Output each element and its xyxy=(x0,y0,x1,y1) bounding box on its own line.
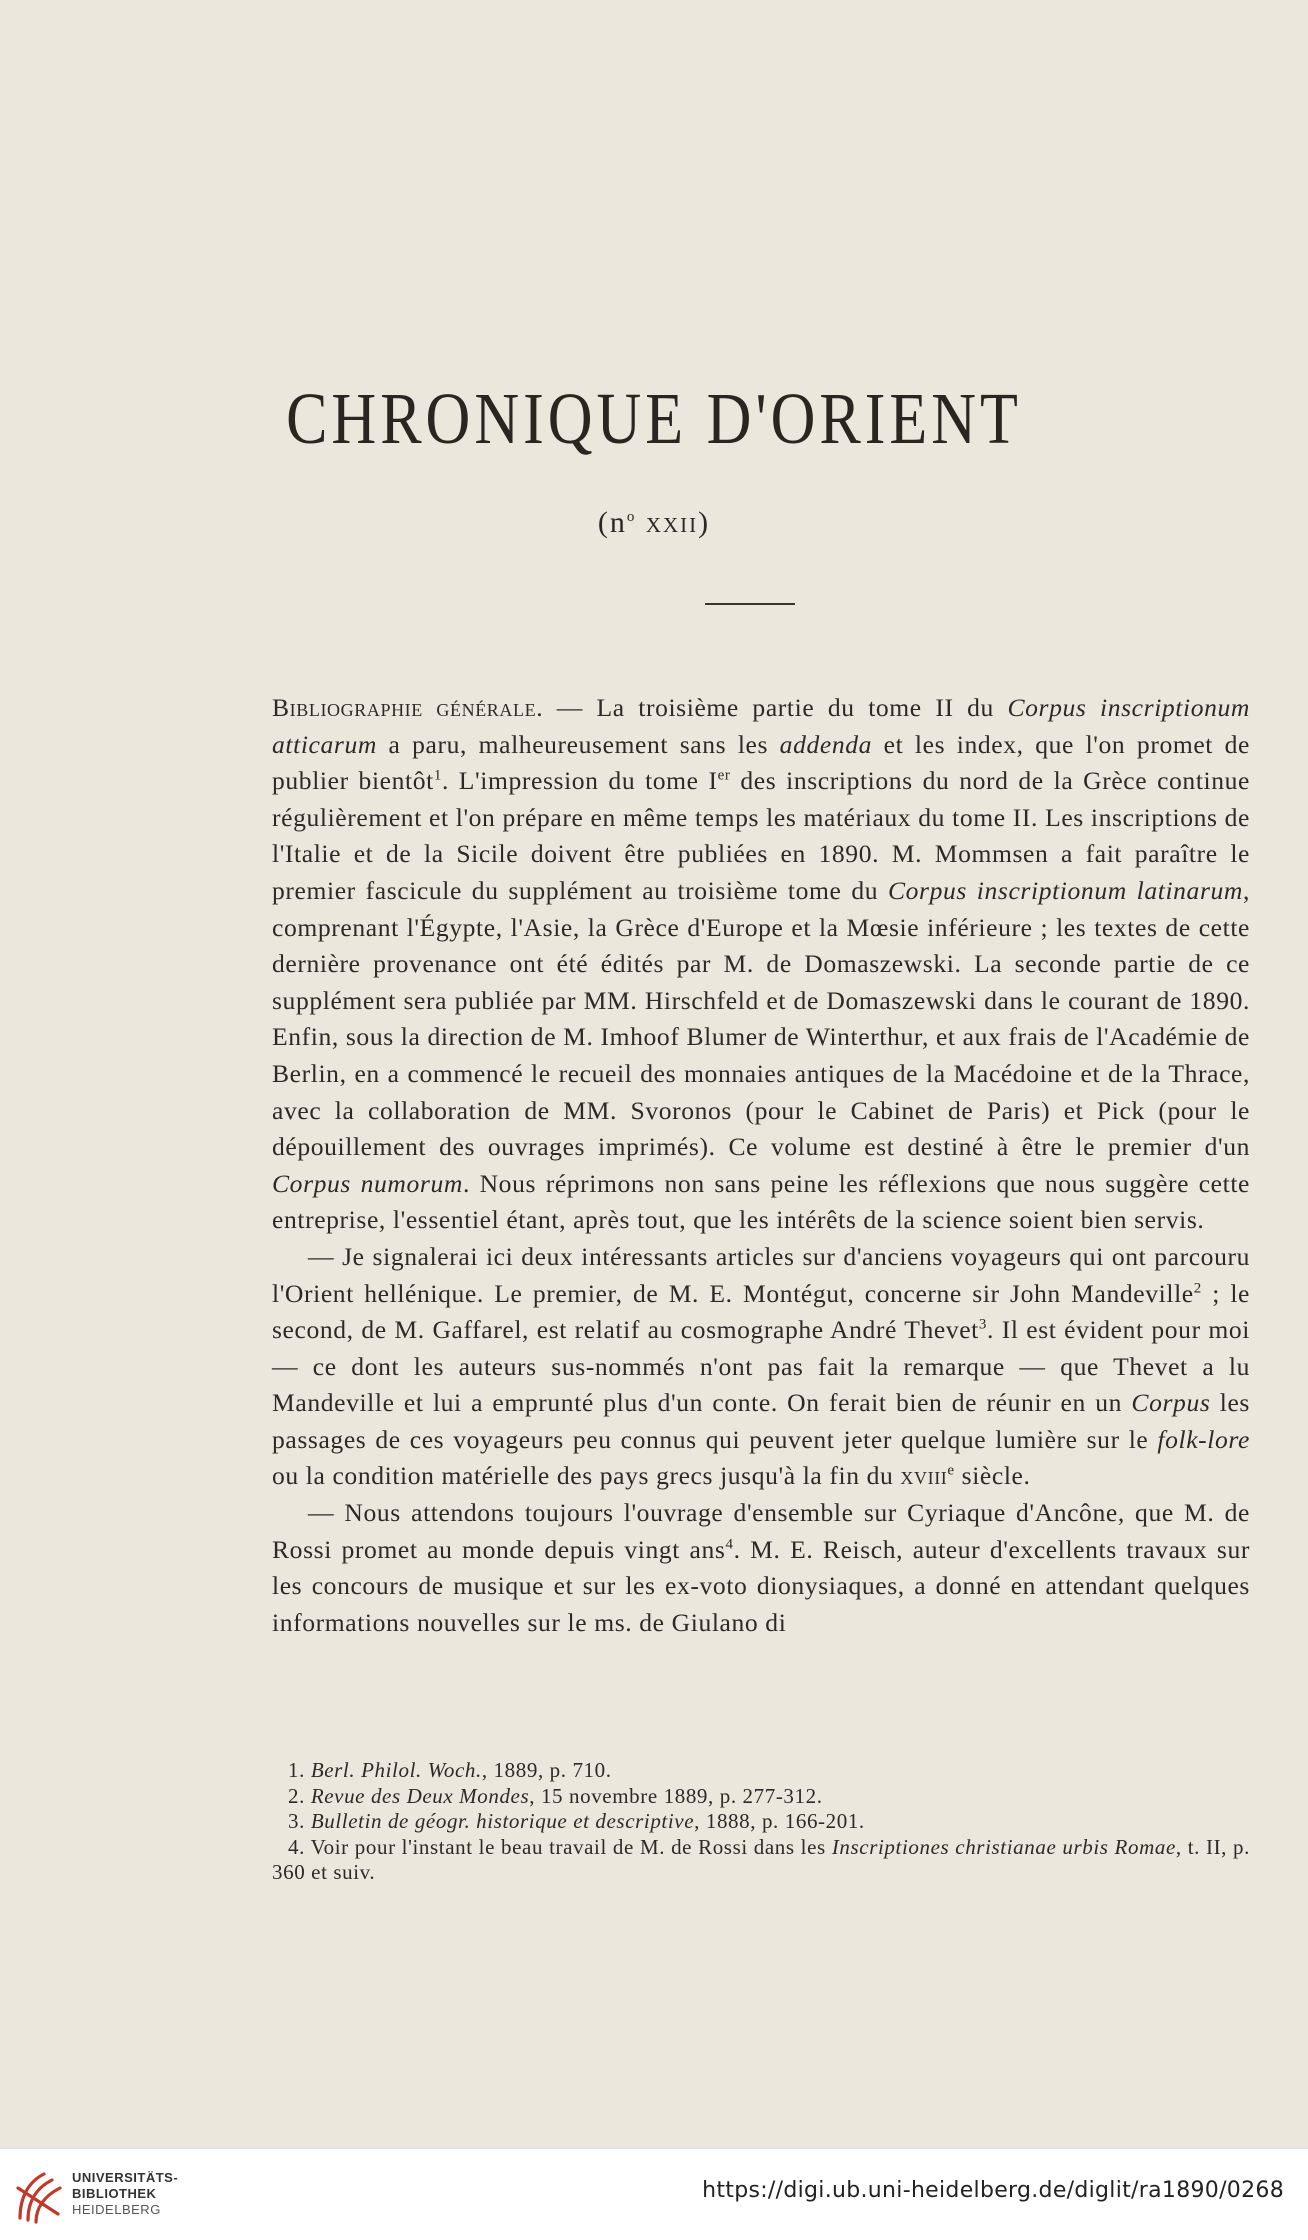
footnote-ref: 2 xyxy=(1193,1279,1202,1296)
footnote-ref: 4 xyxy=(725,1536,734,1553)
number-value: xxii) xyxy=(636,506,711,539)
footnote-ref: 1 xyxy=(433,767,442,784)
italic-text: Bulletin de géogr. historique et descriptive xyxy=(310,1809,695,1833)
italic-text: addenda xyxy=(779,729,873,759)
italic-text: Corpus xyxy=(1131,1388,1211,1418)
italic-text: Corpus inscriptionum atticarum xyxy=(272,693,1250,759)
footnote-2: 2. Revue des Deux Mondes, 15 novembre 1889, p. 277-312. xyxy=(288,1783,823,1808)
footnote-3: 3. Bulletin de géogr. historique et descriptive, 1888, p. 166-201. xyxy=(288,1809,865,1833)
number-superscript: o xyxy=(626,509,637,525)
italic-text: folk-lore xyxy=(1157,1424,1250,1454)
chronicle-number xyxy=(0,506,1308,540)
heidelberg-library-logo-icon[interactable] xyxy=(14,2168,64,2224)
paragraph-voyageurs: — Je signalerai ici deux intéressants articles sur d'anciens voyageurs qui ont parcouru l'Orient hellénique. Le premier, de M. E. Montégut, concerne sir John Mandeville$^2$ ; le second, de M. Gaffarel, est relatif au cosmographe André Thevet$^3$. Il est évident pour moi — ce dont les auteurs sus-nommés n'ont pas fait la remarque — que Thevet a lu Mandeville et lui a emprunté plus d'un conte. On ferait bien de réunir en un Corpus les passages de ces voyageurs peu connus qui peuvent jeter quelque lumière sur le folk-lore ou la condition matérielle des pays grecs jusqu'à la fin du xviii$^e$ siècle. xyxy=(272,1241,1251,1491)
paragraph-bibliographie xyxy=(272,690,1250,1239)
body-text xyxy=(272,690,1250,1641)
paragraph-cyriaque: — Nous attendons toujours l'ouvrage d'ensemble sur Cyriaque d'Ancône, que M. de Rossi promet au monde depuis vingt ans$^4$. M. E. Reisch, auteur d'excellents travaux sur les concours de musique et sur les ex-voto dionysiaques, a donné en attendant quelques informations nouvelles sur le ms. de Giulano di xyxy=(272,1498,1250,1637)
italic-text: Corpus numorum xyxy=(272,1168,463,1198)
library-line-3: HEIDELBERG xyxy=(72,2202,161,2217)
library-name xyxy=(72,2170,178,2218)
paragraph-runs: — La troisième partie du tome II du Corpus inscriptionum atticarum a paru, malheureusement sans les addenda et les index, que l'on promet de publier bientôt$^1$. L'impression du tome Ier des inscriptions du nord de la Grèce continue régulièrement et l'on prépare en même temps les matériaux du tome II. Les inscriptions de l'Italie et de la Sicile doivent être publiées en 1890. M. Mommsen a fait paraître le premier fascicule du supplément au troisième tome du Corpus inscriptionum latinarum, comprenant l'Égypte, l'Asie, la Grèce d'Europe et la Mœsie inférieure ; les textes de cette dernière provenance ont été édités par M. de Domaszewski. La seconde partie de ce supplément sera publiée par MM. Hirschfeld et de Domaszewski dans le courant de 1890. Enfin, sous la direction de M. Imhoof Blumer de Winterthur, et aux frais de l'Académie de Berlin, en a commencé le recueil des monnaies antiques de la Macédoine et de la Thrace, avec la collaboration de MM. Svoronos (pour le Cabinet de Paris) et Pick (pour le dépouillement des ouvrages imprimés). Ce volume est destiné à être le premier d'un Corpus numorum. Nous réprimons non sans peine les réflexions que nous suggère cette entreprise, l'essentiel étant, après tout, que les intérêts de la science soient bien servis. xyxy=(272,693,1251,1235)
footnotes xyxy=(272,1758,1250,1886)
footnote-ref: er xyxy=(717,767,731,784)
page-title: CHRONIQUE D'ORIENT xyxy=(286,379,1022,460)
number-prefix: (n xyxy=(597,506,627,539)
italic-text: Revue des Deux Mondes xyxy=(310,1783,530,1808)
italic-text: Inscriptiones christianae urbis Romae xyxy=(831,1834,1176,1859)
footnote-4: 4. Voir pour l'instant le beau travail de M. de Rossi dans les Inscriptiones christianae urbis Romae, t. II, p. 360 et suiv. xyxy=(272,1834,1250,1884)
library-line-1: UNIVERSITÄTS- xyxy=(72,2170,179,2185)
footnote-1: 1. Berl. Philol. Woch., 1889, p. 710. xyxy=(288,1758,612,1782)
library-line-2: BIBLIOTHEK xyxy=(72,2186,157,2201)
footnote-ref: 3 xyxy=(978,1316,988,1333)
footnote-ref: e xyxy=(947,1462,955,1479)
italic-text: Corpus inscriptionum latinarum xyxy=(887,875,1243,905)
small-caps-text: xviii xyxy=(900,1461,948,1491)
italic-text: Berl. Philol. Woch. xyxy=(310,1758,482,1782)
title-divider xyxy=(705,603,795,605)
section-lead: Bibliographie générale. xyxy=(272,693,544,722)
permalink-url[interactable]: https://digi.ub.uni-heidelberg.de/diglit/ra1890/0268 xyxy=(702,2178,1284,2203)
